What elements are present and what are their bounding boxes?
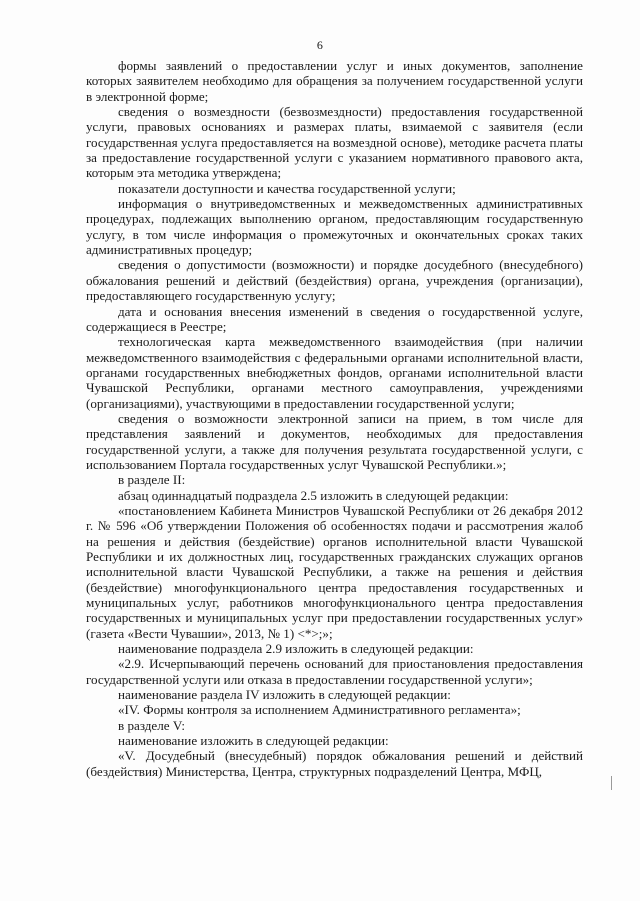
paragraph: «постановлением Кабинета Министров Чувашской Республики от 26 декабря 2012 г. № 596 «Об утверждении Положения об особенностях подачи и рассмотрения жалоб на решения и действия (бездействие) органов исполнительной власти Чувашской Республики и их должностных лиц, государственных гражданских служащих органов исполнительной власти Чувашской Республики, а также на решения и действия (бездействие) многофункционального центра предоставления государственных и муниципальных услуг, работников многофункционального центра предоставления государственных и муниципальных услуг при предоставлении государственных услуг» (газета «Вести Чувашии», 2013, № 1) <*>;»; [86,502,583,641]
page-number: 6 [316,38,324,52]
paragraph: «IV. Формы контроля за исполнением Административного регламента»; [118,702,521,718]
paragraph: показатели доступности и качества государственной услуги; [118,180,456,196]
paragraph: сведения о допустимости (возможности) и порядке досудебного (внесудебного) обжалования решений и действий (бездействия) органа, учреждения (организации), предоставляющего государственную услугу; [86,257,583,304]
paragraph: формы заявлений о предоставлении услуг и иных документов, заполнение которых заявителем необходимо для обращения за получением государственной услуги в электронной форме; [86,58,583,104]
paragraph: в разделе V: [118,717,185,733]
document-body [86,58,583,779]
paragraph: технологическая карта межведомственного взаимодействия (при наличии межведомственного взаимодействия с федеральными органами исполнительной власти, органами государственных внебюджетных фондов, органами исполнительной власти Чувашской Республики, органами местного самоуправления, учреждениями (организациями), участвующими в предоставлении государственной услуги; [86,334,583,411]
paragraph: абзац одиннадцатый подраздела 2.5 изложить в следующей редакции: [118,487,509,503]
paragraph: «V. Досудебный (внесудебный) порядок обжалования решений и действий (бездействия) Министерства, Центра, структурных подразделений Центра, МФЦ, [86,748,583,779]
paragraph: сведения о возмездности (безвозмездности) предоставления государственной услуги, правовых основаниях и размерах платы, взимаемой с заявителя (если государственная услуга предоставляется на возмездной основе), методике расчета платы за предоставление государственной услуги с указанием нормативного правового акта, которым эта методика утверждена; [86,104,583,181]
paragraph: «2.9. Исчерпывающий перечень оснований для приостановления предоставления государственной услуги или отказа в предоставлении государственной услуги»; [86,656,583,687]
paragraph: сведения о возможности электронной записи на прием, в том числе для представления заявлений и документов, необходимых для предоставления государственной услуги, а также для получения результата государственной услуги, с использованием Портала государственных услуг Чувашской Республики.»; [86,410,583,472]
paragraph: дата и основания внесения изменений в сведения о государственной услуге, содержащиеся в Реестре; [86,303,583,334]
paragraph: наименование изложить в следующей редакции: [118,733,389,749]
paragraph: информация о внутриведомственных и межведомственных административных процедурах, подлежащих выполнению органом, предоставляющим государственную услугу, в том числе информация о промежуточных и окончательных сроках таких административных процедур; [86,196,583,258]
paragraph: наименование раздела IV изложить в следующей редакции: [118,687,451,703]
paragraph: в разделе II: [118,472,186,488]
scan-artifact-mark [611,776,612,790]
paragraph: наименование подраздела 2.9 изложить в следующей редакции: [118,641,474,657]
